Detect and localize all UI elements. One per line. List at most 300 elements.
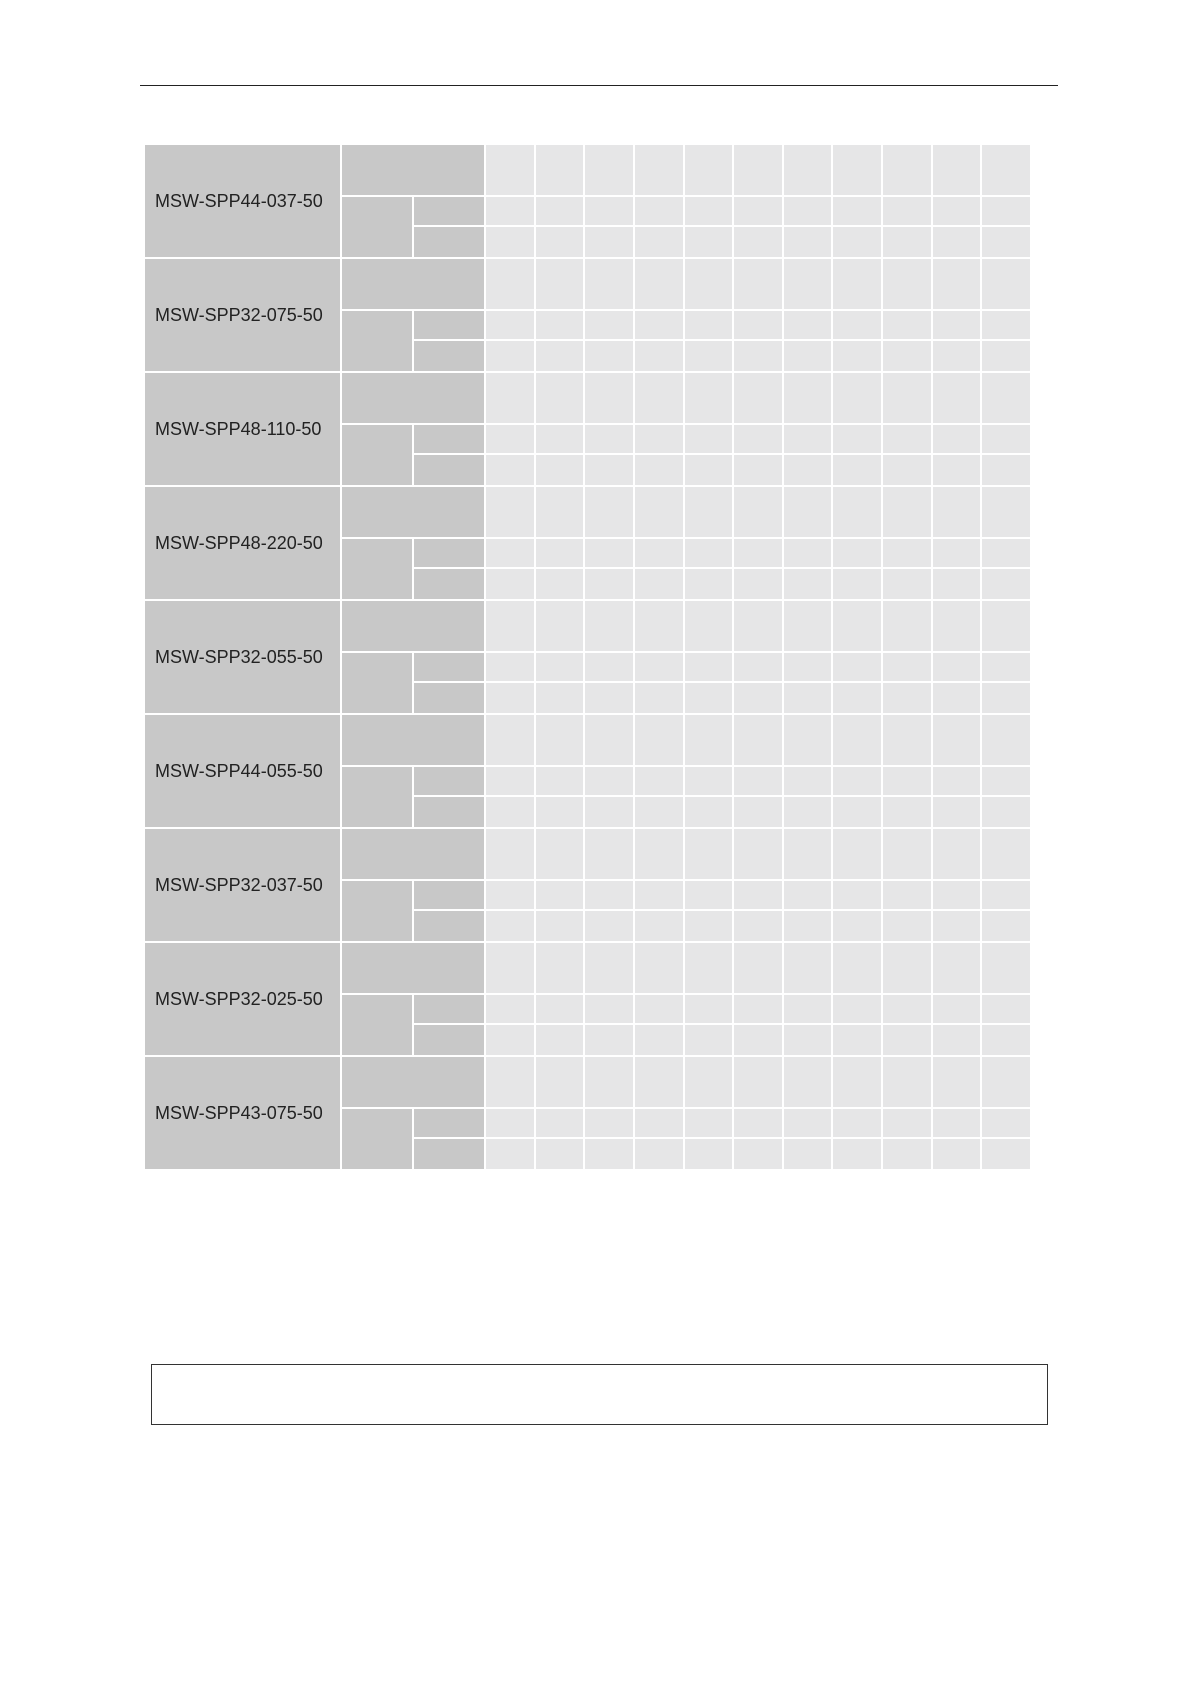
model-block [145,373,1030,485]
data-cell [536,653,584,681]
data-cell [982,259,1030,309]
data-cell [982,487,1030,537]
model-name: MSW-SPP32-037-50 [145,829,340,941]
data-cell [982,601,1030,651]
data-cell [883,145,931,195]
data-cell [933,767,981,795]
data-cell [486,881,534,909]
data-cell [833,487,881,537]
data-cell [585,425,633,453]
data-cell [784,653,832,681]
data-cell [685,197,733,225]
data-cell [933,487,981,537]
data-cell [536,311,584,339]
data-cell [982,1139,1030,1169]
data-cell [635,881,683,909]
data-cell [734,145,782,195]
data-cell [933,995,981,1023]
data-cell [685,1109,733,1137]
data-cell [933,539,981,567]
label-cell-sub [414,797,484,827]
data-cell [585,197,633,225]
data-cell [883,797,931,827]
data-cell [833,145,881,195]
data-cell [784,569,832,599]
data-cell [635,197,683,225]
data-cell [635,1057,683,1107]
model-name: MSW-SPP32-025-50 [145,943,340,1055]
label-cell-sub [414,311,484,339]
data-cell [486,425,534,453]
data-cell [685,943,733,993]
data-cell [883,715,931,765]
data-cell [933,943,981,993]
data-cell [833,601,881,651]
data-cell [933,1109,981,1137]
data-cell [585,683,633,713]
data-cell [784,455,832,485]
data-cell [685,881,733,909]
data-cell [933,683,981,713]
data-cell [486,715,534,765]
data-cell [784,487,832,537]
label-cell-group [342,425,412,485]
data-cell [635,539,683,567]
data-cell [635,911,683,941]
data-cell [933,455,981,485]
model-block [145,829,1030,941]
data-cell [784,995,832,1023]
data-cell [685,425,733,453]
data-cell [486,1109,534,1137]
data-cell [734,767,782,795]
data-cell [883,1025,931,1055]
data-cell [536,197,584,225]
data-cell [883,227,931,257]
data-cell [486,829,534,879]
label-cell-sub [414,341,484,371]
data-cell [585,1109,633,1137]
data-cell [784,683,832,713]
data-cell [982,829,1030,879]
data-cell [933,911,981,941]
model-name: MSW-SPP44-055-50 [145,715,340,827]
data-cell [833,425,881,453]
model-block [145,487,1030,599]
data-cell [883,683,931,713]
data-cell [536,539,584,567]
spec-table [145,145,1030,1157]
data-cell [585,995,633,1023]
data-cell [685,259,733,309]
model-block [145,715,1030,827]
data-cell [833,197,881,225]
data-cell [933,341,981,371]
data-cell [933,1057,981,1107]
data-cell [833,569,881,599]
data-cell [734,197,782,225]
data-cell [685,373,733,423]
data-cell [536,425,584,453]
model-block [145,259,1030,371]
data-cell [784,797,832,827]
data-cell [585,1139,633,1169]
data-cell [734,539,782,567]
data-cell [635,373,683,423]
data-cell [635,311,683,339]
data-cell [734,881,782,909]
data-cell [833,1139,881,1169]
data-cell [883,881,931,909]
data-cell [536,1109,584,1137]
data-cell [685,1025,733,1055]
label-cell-group [342,995,412,1055]
label-cell-top [342,829,484,879]
data-cell [685,455,733,485]
data-cell [635,829,683,879]
data-cell [833,539,881,567]
data-cell [536,943,584,993]
data-cell [933,227,981,257]
label-cell-sub [414,227,484,257]
data-cell [585,797,633,827]
data-cell [982,341,1030,371]
data-cell [734,259,782,309]
label-cell-sub [414,683,484,713]
data-cell [784,1057,832,1107]
data-cell [833,767,881,795]
model-name: MSW-SPP44-037-50 [145,145,340,257]
data-cell [685,797,733,827]
data-cell [685,653,733,681]
note-box [151,1364,1048,1425]
data-cell [784,1109,832,1137]
label-cell-group [342,881,412,941]
data-cell [933,715,981,765]
data-cell [585,539,633,567]
label-cell-top [342,145,484,195]
data-cell [486,797,534,827]
data-cell [883,1057,931,1107]
data-cell [833,797,881,827]
data-cell [883,487,931,537]
data-cell [635,259,683,309]
label-cell-sub [414,995,484,1023]
data-cell [734,715,782,765]
data-cell [486,767,534,795]
data-cell [883,653,931,681]
data-cell [982,539,1030,567]
data-cell [833,1109,881,1137]
model-block [145,145,1030,257]
data-cell [486,259,534,309]
data-cell [536,601,584,651]
data-cell [734,227,782,257]
label-cell-group [342,1109,412,1169]
label-cell-top [342,715,484,765]
data-cell [685,1139,733,1169]
data-cell [784,259,832,309]
label-cell-sub [414,1139,484,1169]
data-cell [734,373,782,423]
model-block [145,601,1030,713]
data-cell [585,653,633,681]
label-cell-top [342,487,484,537]
data-cell [833,373,881,423]
label-cell-group [342,311,412,371]
data-cell [486,487,534,537]
data-cell [883,601,931,651]
data-cell [784,911,832,941]
label-cell-sub [414,569,484,599]
data-cell [685,715,733,765]
data-cell [635,145,683,195]
data-cell [883,829,931,879]
data-cell [486,995,534,1023]
data-cell [833,653,881,681]
data-cell [883,341,931,371]
data-cell [585,601,633,651]
data-cell [536,1057,584,1107]
data-cell [933,653,981,681]
model-name: MSW-SPP43-075-50 [145,1057,340,1169]
data-cell [933,881,981,909]
data-cell [883,911,931,941]
data-cell [536,1139,584,1169]
data-cell [685,145,733,195]
data-cell [982,373,1030,423]
data-cell [833,455,881,485]
data-cell [486,227,534,257]
data-cell [734,1109,782,1137]
data-cell [635,1139,683,1169]
data-cell [734,829,782,879]
data-cell [734,487,782,537]
data-cell [833,311,881,339]
label-cell-sub [414,1025,484,1055]
data-cell [833,1025,881,1055]
data-cell [536,683,584,713]
data-cell [784,881,832,909]
data-cell [635,943,683,993]
data-cell [585,767,633,795]
data-cell [685,767,733,795]
header-rule [140,85,1058,86]
data-cell [536,455,584,485]
data-cell [982,455,1030,485]
data-cell [486,373,534,423]
data-cell [536,829,584,879]
data-cell [585,1057,633,1107]
data-cell [486,145,534,195]
data-cell [734,1057,782,1107]
data-cell [536,1025,584,1055]
model-block [145,943,1030,1055]
model-name: MSW-SPP48-110-50 [145,373,340,485]
data-cell [486,569,534,599]
data-cell [784,767,832,795]
data-cell [635,455,683,485]
data-cell [982,145,1030,195]
data-cell [585,829,633,879]
data-cell [685,487,733,537]
data-cell [784,341,832,371]
data-cell [734,569,782,599]
data-cell [585,341,633,371]
data-cell [536,569,584,599]
data-cell [685,995,733,1023]
data-cell [585,145,633,195]
data-cell [486,1139,534,1169]
data-cell [833,943,881,993]
data-cell [784,539,832,567]
data-cell [784,601,832,651]
data-cell [734,943,782,993]
data-cell [536,145,584,195]
data-cell [833,881,881,909]
data-cell [734,683,782,713]
data-cell [833,715,881,765]
data-cell [536,995,584,1023]
data-cell [784,1025,832,1055]
data-cell [784,943,832,993]
data-cell [685,911,733,941]
data-cell [833,341,881,371]
data-cell [833,259,881,309]
data-cell [536,259,584,309]
data-cell [585,943,633,993]
data-cell [982,425,1030,453]
data-cell [585,715,633,765]
data-cell [883,197,931,225]
data-cell [982,311,1030,339]
data-cell [883,569,931,599]
data-cell [685,341,733,371]
data-cell [833,829,881,879]
data-cell [486,455,534,485]
model-name: MSW-SPP48-220-50 [145,487,340,599]
data-cell [982,569,1030,599]
data-cell [734,797,782,827]
data-cell [486,311,534,339]
label-cell-sub [414,425,484,453]
data-cell [685,227,733,257]
data-cell [784,373,832,423]
data-cell [933,145,981,195]
data-cell [486,341,534,371]
data-cell [486,683,534,713]
data-cell [734,425,782,453]
data-cell [784,1139,832,1169]
label-cell-top [342,1057,484,1107]
data-cell [982,683,1030,713]
data-cell [933,797,981,827]
data-cell [734,1025,782,1055]
label-cell-group [342,653,412,713]
data-cell [784,311,832,339]
data-cell [536,341,584,371]
data-cell [635,569,683,599]
label-cell-top [342,373,484,423]
data-cell [635,425,683,453]
data-cell [883,455,931,485]
data-cell [734,995,782,1023]
data-cell [982,715,1030,765]
data-cell [585,881,633,909]
data-cell [833,995,881,1023]
data-cell [685,601,733,651]
data-cell [536,715,584,765]
data-cell [585,455,633,485]
data-cell [486,1057,534,1107]
data-cell [734,1139,782,1169]
data-cell [883,767,931,795]
data-cell [833,911,881,941]
data-cell [933,197,981,225]
data-cell [982,767,1030,795]
data-cell [486,197,534,225]
data-cell [635,683,683,713]
data-cell [635,601,683,651]
data-cell [536,373,584,423]
data-cell [883,373,931,423]
data-cell [635,767,683,795]
data-cell [685,569,733,599]
data-cell [635,653,683,681]
data-cell [635,341,683,371]
data-cell [734,911,782,941]
data-cell [982,1057,1030,1107]
data-cell [486,943,534,993]
data-cell [635,995,683,1023]
data-cell [734,455,782,485]
data-cell [585,311,633,339]
data-cell [585,259,633,309]
data-cell [685,1057,733,1107]
data-cell [635,1025,683,1055]
data-cell [784,145,832,195]
label-cell-sub [414,455,484,485]
data-cell [833,227,881,257]
data-cell [784,829,832,879]
data-cell [635,797,683,827]
data-cell [883,311,931,339]
data-cell [536,767,584,795]
data-cell [933,373,981,423]
label-cell-sub [414,1109,484,1137]
data-cell [734,311,782,339]
data-cell [933,1139,981,1169]
data-cell [883,539,931,567]
data-cell [536,881,584,909]
data-cell [585,911,633,941]
data-cell [833,1057,881,1107]
data-cell [585,1025,633,1055]
label-cell-top [342,943,484,993]
data-cell [635,487,683,537]
data-cell [734,653,782,681]
data-cell [536,487,584,537]
data-cell [982,995,1030,1023]
data-cell [685,683,733,713]
data-cell [585,569,633,599]
label-cell-group [342,539,412,599]
label-cell-sub [414,911,484,941]
data-cell [536,797,584,827]
data-cell [536,911,584,941]
data-cell [982,197,1030,225]
data-cell [685,829,733,879]
